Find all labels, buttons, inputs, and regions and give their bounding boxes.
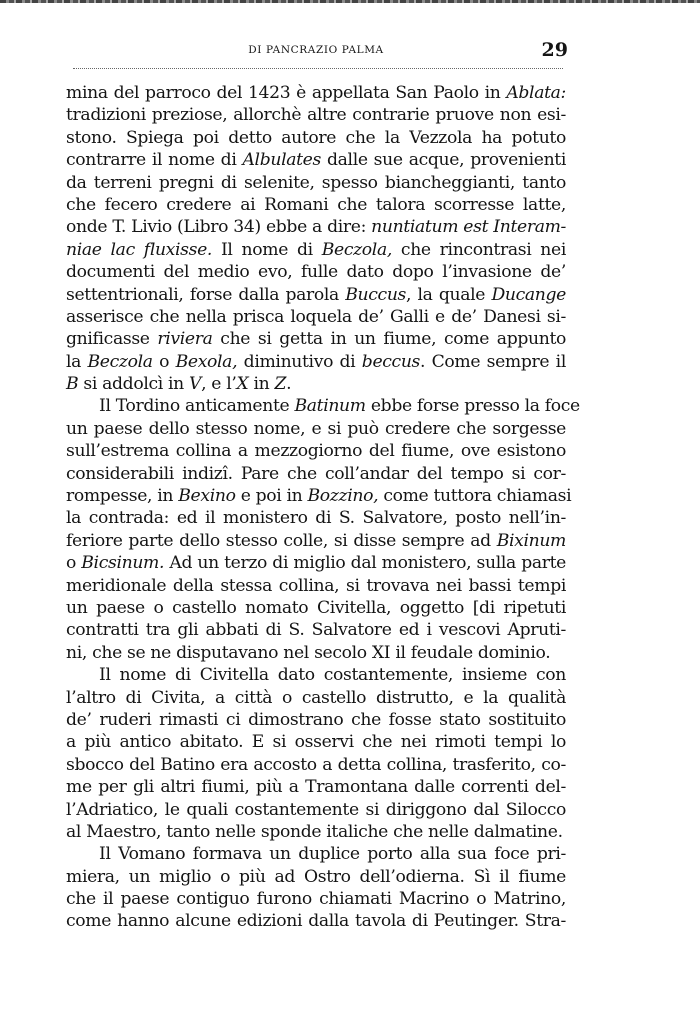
text-run: da terreni pregni di selenite, spesso biancheggianti, tanto (66, 172, 566, 193)
text-line (66, 328, 566, 350)
text-run: Il nome di Civitella dato costantemente, insieme con (99, 665, 566, 686)
text-line (66, 351, 566, 373)
text-run: come hanno alcune edizioni dalla tavola di Peutinger. Stra- (66, 911, 566, 932)
text-run: mina del parroco del 1423 è appellata San Paolo in (66, 83, 507, 103)
italic-text: V (189, 374, 202, 395)
text-line (66, 306, 566, 328)
italic-text: Ducange (491, 284, 566, 305)
italic-text: Beczola (87, 351, 153, 372)
italic-text: B (66, 374, 79, 395)
text-run: gnificasse (66, 329, 158, 350)
italic-text: niae lac fluxisse. (66, 239, 213, 260)
italic-text: Bexino (178, 486, 236, 507)
text-line (66, 216, 566, 238)
text-run: che il paese contiguo furono chiamati Macrino o Matrino, (66, 889, 566, 910)
text-run: o (152, 351, 176, 372)
text-line (66, 82, 566, 104)
text-line (66, 687, 566, 709)
text-run: l’Adriatico, le quali costantemente si diriggono dal Silocco (66, 799, 566, 820)
text-run: che rincontrasi nei (391, 239, 566, 260)
text-run: come tuttora chiamasi (378, 486, 572, 507)
running-head (66, 40, 566, 60)
text-run: che fecero credere ai Romani che talora scorresse latte, (66, 194, 566, 215)
text-line (66, 172, 566, 194)
text-run: che si getta in un fiume, come appunto (212, 329, 566, 350)
text-run: contratti tra gli abbati di S. Salvatore ed i vescovi Apruti- (66, 620, 566, 641)
text-run: Ad un terzo di miglio dal monistero, sulla parte (164, 553, 566, 574)
text-run: meridionale della stessa collina, si trovava nei bassi tempi (66, 575, 566, 596)
body-text (66, 82, 580, 933)
text-run: Il nome di (212, 239, 322, 260)
italic-text: nuntiatum est Interam- (371, 217, 567, 238)
text-line (66, 418, 566, 440)
text-line (66, 261, 566, 283)
text-run: me per gli altri fiumi, più a Tramontana dalle correnti del- (66, 777, 566, 798)
text-line (66, 127, 566, 149)
italic-text: Bicsinum. (81, 553, 165, 574)
text-run: diminutivo di (237, 351, 362, 372)
text-line (66, 910, 566, 932)
italic-text: beccus (361, 351, 421, 372)
italic-text: Bozzino, (307, 486, 379, 507)
text-run: un paese o castello nomato Civitella, oggetto [di ripetuti (66, 597, 566, 618)
text-run: al Maestro, tanto nelle sponde italiche che nelle dalmatine. (66, 821, 563, 842)
text-run: , e l’ (201, 374, 237, 395)
text-line (66, 776, 566, 798)
scan-top-edge (0, 0, 700, 3)
italic-text: Buccus (345, 284, 407, 305)
text-line (66, 619, 566, 641)
text-line (66, 239, 566, 261)
text-run: un paese dello stesso nome, e si può credere che sorgesse (66, 418, 566, 439)
text-run: documenti del medio evo, fulle dato dopo l’invasione de’ (66, 262, 566, 283)
text-line (66, 754, 566, 776)
text-line (66, 373, 566, 395)
text-run: stono. Spiega poi detto autore che la Vezzola ha potuto (66, 127, 566, 148)
text-run: de’ ruderi rimasti ci dimostrano che fosse stato sostituito (66, 709, 566, 730)
text-line (66, 888, 566, 910)
text-run: in (248, 374, 275, 395)
text-line (66, 552, 566, 574)
italic-text: Bexola, (175, 351, 238, 372)
text-run: . (286, 374, 292, 395)
text-run: , la quale (406, 284, 492, 305)
text-line (66, 485, 572, 507)
text-line (66, 530, 566, 552)
text-line (66, 194, 566, 216)
text-run: . Come sempre il (420, 351, 566, 372)
text-run: sull’estrema collina a mezzogiorno del fiume, ove esistono (66, 441, 566, 462)
text-line (66, 709, 566, 731)
text-line (66, 821, 566, 843)
text-run: considerabili indizî. Pare che coll’andar del tempo si cor- (66, 463, 566, 484)
text-line (66, 597, 566, 619)
text-run: l’altro di Civita, a città o castello distrutto, e la qualità (66, 687, 566, 708)
text-run: contrarre il nome di (66, 150, 243, 171)
text-line (66, 866, 566, 888)
text-run: settentrionali, forse dalla parola (66, 284, 346, 305)
text-run: Il Tordino anticamente (99, 396, 295, 417)
text-line (66, 104, 566, 126)
text-run: a più antico abitato. E si osservi che nei rimoti tempi lo (66, 732, 566, 753)
text-run: sbocco del Batino era accosto a detta collina, trasferito, co- (66, 754, 566, 775)
running-title: DI PANCRAZIO PALMA (248, 44, 384, 56)
italic-text: Ablata: (506, 83, 566, 103)
italic-text: riviera (157, 329, 213, 350)
text-run: o (66, 553, 82, 574)
italic-text: Z (274, 374, 287, 395)
text-run: la contrada: ed il monistero di S. Salvatore, posto nell’in- (66, 508, 566, 529)
text-run: onde T. Livio (Libro 34) ebbe a dire: (66, 217, 372, 238)
text-run: Il Vomano formava un duplice porto alla sua foce pri- (99, 844, 566, 865)
header-rule (73, 68, 563, 69)
text-run: dalle sue acque, provenienti (320, 150, 566, 171)
text-line (66, 463, 566, 485)
italic-text: Batinum (294, 396, 366, 417)
text-run: e poi in (235, 486, 308, 507)
text-run: ebbe forse presso la foce (365, 396, 580, 417)
text-line (66, 799, 566, 821)
text-line (66, 284, 566, 306)
italic-text: Albulates (242, 150, 321, 171)
text-line (66, 575, 566, 597)
text-line (66, 507, 566, 529)
text-line (66, 440, 566, 462)
text-line (66, 731, 566, 753)
text-run: miera, un miglio o più ad Ostro dell’odierna. Sì il fiume (66, 866, 566, 887)
text-line (66, 395, 580, 417)
text-run: ni, che se ne disputavano nel secolo XI il feudale dominio. (66, 642, 551, 663)
text-line (66, 642, 566, 664)
text-run: feriore parte dello stesso colle, si disse sempre ad (66, 530, 497, 551)
italic-text: Bixinum (496, 530, 566, 551)
text-line (66, 664, 566, 686)
text-run: si addolcì in (78, 374, 189, 395)
text-run: la (66, 351, 88, 372)
text-run: tradizioni preziose, allorchè altre contrarie pruove non esi- (66, 105, 566, 126)
text-line (66, 149, 566, 171)
text-run: asserisce che nella prisca loquela de’ Galli e de’ Danesi si- (66, 306, 566, 327)
page-number: 29 (541, 39, 568, 61)
text-line (66, 843, 566, 865)
italic-text: X (236, 374, 249, 395)
italic-text: Beczola, (321, 239, 392, 260)
text-run: rompesse, in (66, 486, 179, 507)
